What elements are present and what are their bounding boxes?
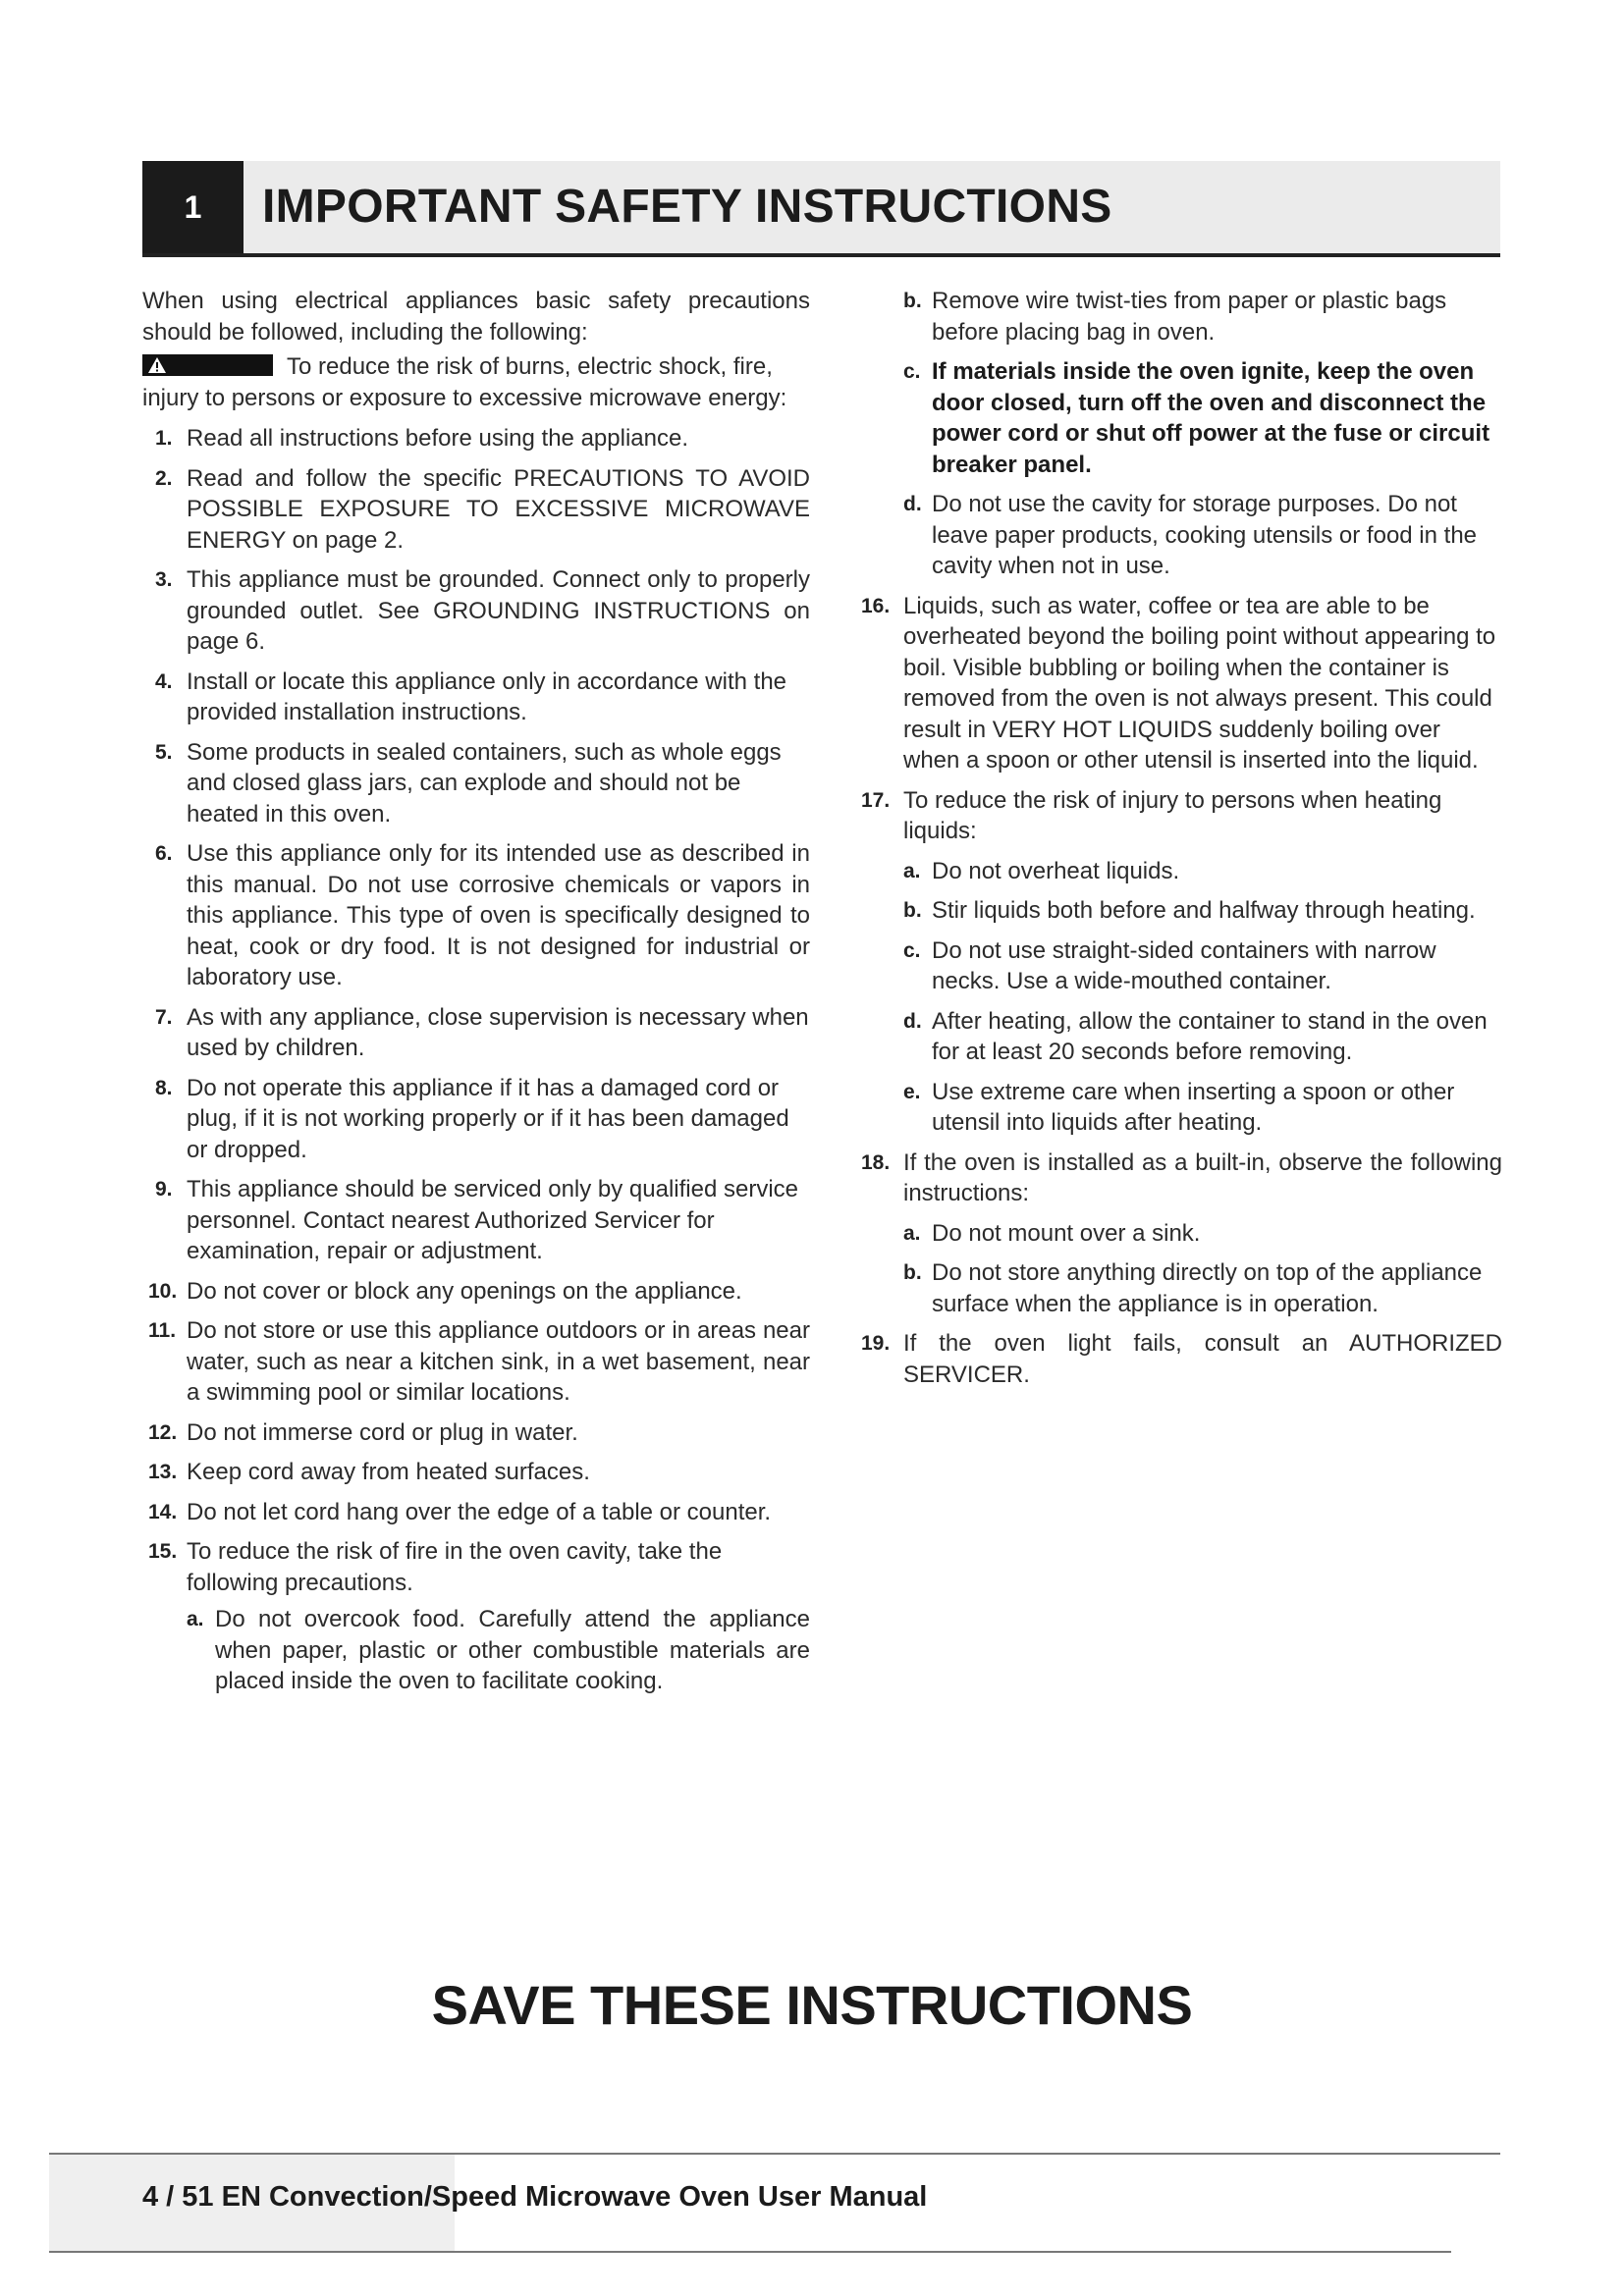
sub-item-letter: d. <box>903 493 922 515</box>
sub-item-letter: d. <box>903 1009 922 1033</box>
sub-list-item <box>903 489 1502 582</box>
item-number: 9. <box>155 1178 173 1201</box>
item-number: 16. <box>861 594 891 617</box>
sub-list-item <box>903 1006 1502 1068</box>
sub-item-text: Remove wire twist-ties from paper or plastic bags before placing bag in oven. <box>932 288 1447 346</box>
item-number: 12. <box>148 1420 178 1444</box>
item-text: Do not cover or block any openings on the appliance. <box>187 1277 742 1305</box>
item-text: If the oven light fails, consult an AUTHORIZED SERVICER. <box>903 1330 1502 1388</box>
item-text: Install or locate this appliance only in accordance with the provided installation instructions. <box>187 667 787 725</box>
item-text: If the oven is installed as a built-in, observe the following instructions: <box>903 1148 1502 1206</box>
list-item <box>142 1315 810 1409</box>
list-item <box>142 838 810 993</box>
list-item <box>142 1002 810 1064</box>
sub-item-letter: a. <box>187 1608 204 1630</box>
warning-text: To reduce the risk of burns, electric shock, fire, injury to persons or exposure to excessive microwave energy: <box>142 353 787 411</box>
sub-item-letter: b. <box>903 899 922 922</box>
list-item <box>142 1497 810 1528</box>
list-item <box>142 564 810 658</box>
sub-item-text: Do not use straight-sided containers with narrow necks. Use a wide-mouthed container. <box>932 936 1436 994</box>
list-item <box>860 785 1502 847</box>
list-item <box>142 1457 810 1488</box>
item-number: 5. <box>155 740 173 764</box>
item-text: Read all instructions before using the appliance. <box>187 425 688 452</box>
item-number: 1. <box>155 427 173 450</box>
item-text: Keep cord away from heated surfaces. <box>187 1459 590 1485</box>
sub-item-letter: c. <box>903 938 921 962</box>
sub-list-item <box>903 895 1502 927</box>
sub-item-text: If materials inside the oven ignite, keep the oven door closed, turn off the oven and disconnect the power cord or shut off power at the fuse or circuit breaker panel. <box>932 358 1490 478</box>
sub-item-letter: a. <box>903 859 921 882</box>
item-text: Do not let cord hang over the edge of a table or counter. <box>187 1498 772 1525</box>
left-column <box>142 286 810 1706</box>
save-instructions-banner: SAVE THESE INSTRUCTIONS <box>431 1974 1193 2036</box>
sub-item-text: After heating, allow the container to stand in the oven for at least 20 seconds before removing. <box>932 1007 1488 1065</box>
item-text: Read and follow the specific PRECAUTIONS TO AVOID POSSIBLE EXPOSURE TO EXCESSIVE MICROWAVE ENERGY on page 2. <box>187 464 810 554</box>
list-item <box>860 591 1502 776</box>
item-number: 2. <box>155 466 173 490</box>
item-text: As with any appliance, close supervision is necessary when used by children. <box>187 1003 809 1061</box>
sub-item-letter: b. <box>903 1261 922 1284</box>
item-number: 7. <box>155 1005 173 1029</box>
sub-item-letter: c. <box>903 360 921 383</box>
item-number: 10. <box>148 1279 178 1303</box>
list-item <box>142 463 810 557</box>
sub-list-item <box>903 1077 1502 1139</box>
sub-item-text: Use extreme care when inserting a spoon or other utensil into liquids after heating. <box>932 1078 1455 1136</box>
item-number: 15. <box>148 1540 178 1563</box>
footer-page-label: 4 / 51 EN Convection/Speed Microwave Oven User Manual <box>142 2181 928 2213</box>
item-number: 8. <box>155 1076 173 1099</box>
item-text: Do not operate this appliance if it has a damaged cord or plug, if it is not working properly or if it has been damaged or dropped. <box>187 1074 789 1163</box>
list-item <box>142 1276 810 1308</box>
sub-list-item <box>903 1257 1502 1319</box>
item-number: 3. <box>155 568 173 591</box>
sub-item-letter: a. <box>903 1221 921 1245</box>
item-number: 6. <box>155 842 173 865</box>
sub-list-item <box>903 286 1502 347</box>
list-item <box>860 1148 1502 1209</box>
list-item <box>142 1174 810 1267</box>
item-text: This appliance should be serviced only by qualified service personnel. Contact nearest Authorized Servicer for examination, repair or adjustment. <box>187 1176 799 1264</box>
item-number: 4. <box>155 669 173 693</box>
sub-item-text: Do not store anything directly on top of the appliance surface when the appliance is in operation. <box>932 1259 1483 1317</box>
item-text: To reduce the risk of fire in the oven cavity, take the following precautions. <box>187 1538 723 1596</box>
sub-item-letter: e. <box>903 1080 921 1103</box>
sub-list-item <box>903 856 1502 887</box>
section-title: IMPORTANT SAFETY INSTRUCTIONS <box>262 181 1112 233</box>
item-text: This appliance must be grounded. Connect only to properly grounded outlet. See GROUNDING INSTRUCTIONS on page 6. <box>187 566 810 655</box>
list-item <box>860 1328 1502 1390</box>
sub-item-text: Do not mount over a sink. <box>932 1219 1201 1247</box>
item-text: Use this appliance only for its intended use as described in this manual. Do not use corrosive chemicals or vapors in this appliance. This type of oven is specifically designed to heat, cook or dry food. It is not designed for industrial or laboratory use. <box>187 840 810 990</box>
section-header <box>142 161 1500 257</box>
sub-list-item <box>903 935 1502 997</box>
intro-text: When using electrical appliances basic safety precautions should be followed, including the following: <box>142 288 810 346</box>
item-number: 11. <box>148 1319 177 1342</box>
sub-list-item <box>903 1218 1502 1250</box>
item-text: Do not immerse cord or plug in water. <box>187 1418 578 1446</box>
sub-item-text: Do not overheat liquids. <box>932 857 1180 884</box>
list-item <box>142 667 810 728</box>
list-item <box>142 423 810 454</box>
item-number: 14. <box>148 1500 178 1523</box>
item-text: Some products in sealed containers, such as whole eggs and closed glass jars, can explode and should not be heated in this oven. <box>187 738 782 828</box>
warning-paragraph <box>142 351 810 413</box>
item-number: 19. <box>861 1332 891 1355</box>
sub-item-text: Do not use the cavity for storage purposes. Do not leave paper products, cooking utensils or food in the cavity when not in use. <box>932 491 1478 579</box>
sub-list-item <box>187 1604 810 1697</box>
sub-item-text: Stir liquids both before and halfway through heating. <box>932 897 1476 924</box>
item-number: 13. <box>148 1461 178 1483</box>
item-number: 18. <box>861 1150 891 1174</box>
item-text: Liquids, such as water, coffee or tea are able to be overheated beyond the boiling point without appearing to boil. Visible bubbling or boiling when the container is removed from the oven is not always present. This could result in VERY HOT LIQUIDS suddenly boiling over when a spoon or other utensil is inserted into the liquid. <box>903 592 1496 774</box>
footer-divider-bottom <box>49 2251 1451 2253</box>
section-number: 1 <box>142 161 244 253</box>
sub-item-letter: b. <box>903 290 922 312</box>
item-text: Do not store or use this appliance outdoors or in areas near water, such as near a kitchen sink, in a wet basement, near a swimming pool or similar locations. <box>187 1317 810 1406</box>
list-item <box>142 1536 810 1697</box>
list-item <box>142 737 810 830</box>
list-item <box>142 1417 810 1449</box>
item-text: To reduce the risk of injury to persons when heating liquids: <box>903 786 1442 844</box>
right-column <box>860 286 1502 1399</box>
item-number: 17. <box>861 788 891 812</box>
sub-list-item <box>903 356 1502 480</box>
warning-triangle-icon <box>142 354 273 376</box>
list-item <box>142 1073 810 1166</box>
sub-item-text: Do not overcook food. Carefully attend the appliance when paper, plastic or other combustible materials are placed inside the oven to facilitate cooking. <box>215 1606 810 1694</box>
